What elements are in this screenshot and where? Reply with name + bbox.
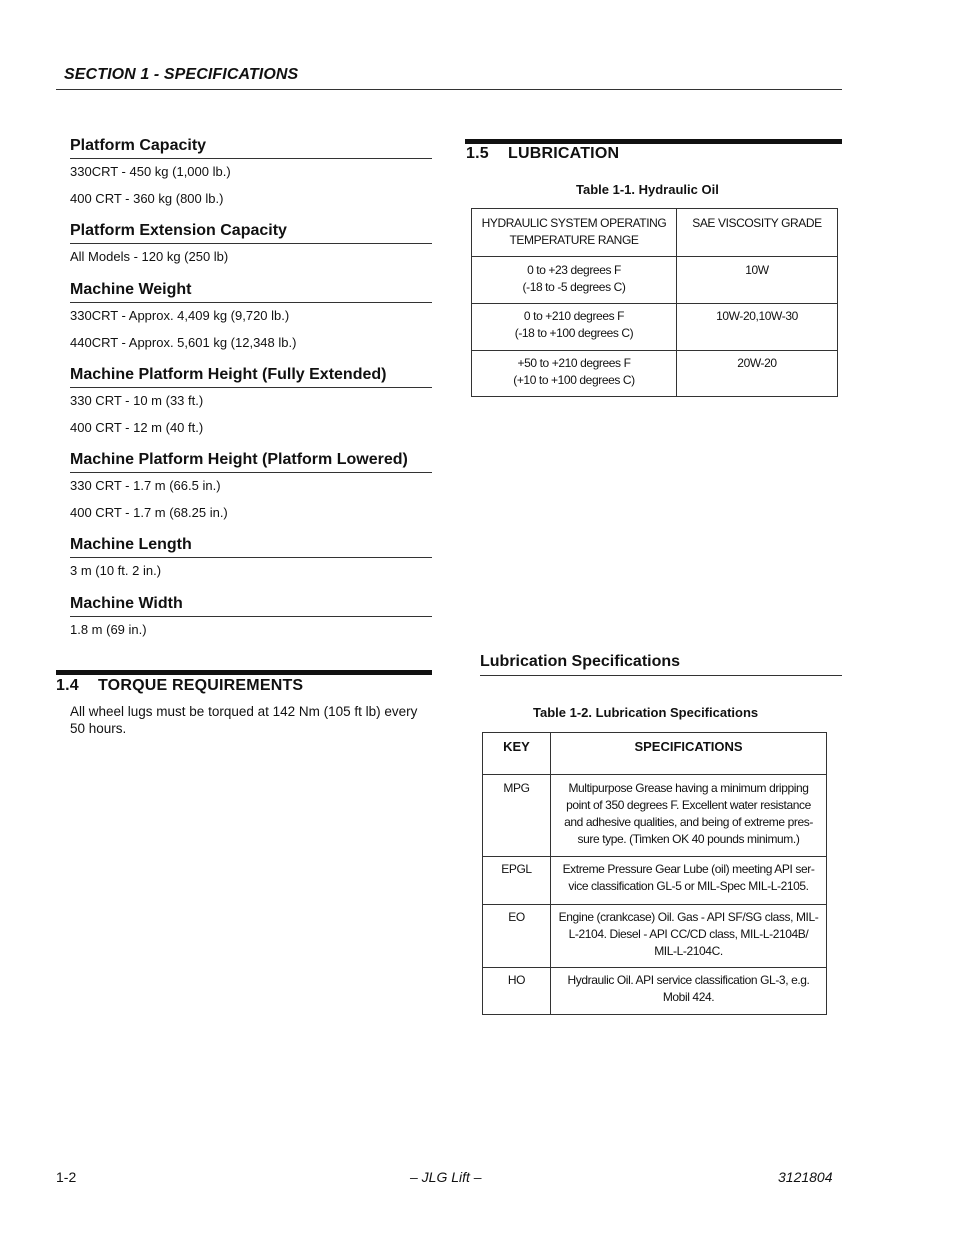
document-number: 3121804 [778,1169,833,1185]
table-caption: Table 1-2. Lubrication Specifications [533,705,759,720]
section-number: 1.4 [56,677,79,694]
spec-platform-height-extended [70,365,432,436]
spec-line: 400 CRT - 360 kg (800 lb.) [70,191,224,206]
spec-line: 1.8 m (69 in.) [70,622,147,637]
table-row [472,304,838,351]
table-header-row [483,733,827,775]
section-number: 1.5 [466,145,489,162]
spec-machine-width [70,594,432,638]
column-header: SPECIFICATIONS [551,733,827,775]
key-cell: EPGL [483,857,551,905]
table-header-row [472,209,838,257]
spec-line: 440CRT - Approx. 5,601 kg (12,348 lb.) [70,335,297,350]
spec-heading: Platform Capacity [70,136,432,159]
table-cell: 0 to +23 degrees F (-18 to -5 degrees C) [472,257,677,304]
table-row [483,968,827,1015]
spec-line: All Models - 120 kg (250 lb) [70,249,229,264]
section-bar [56,670,432,675]
spec-cell: Hydraulic Oil. API service classification GL-3, e.g. Mobil 424. [551,968,827,1015]
table-cell: 0 to +210 degrees F (-18 to +100 degrees C) [472,304,677,351]
column-header: KEY [483,733,551,775]
torque-paragraph: All wheel lugs must be torqued at 142 Nm (105 ft lb) every 50 hours. [70,704,418,736]
spec-cell: Extreme Pressure Gear Lube (oil) meeting API ser- vice classification GL-5 or MIL-Spec MIL-L-2105. [551,857,827,905]
table-cell: 20W-20 [677,351,838,397]
spec-machine-length [70,535,432,579]
section-bar [465,139,842,144]
lubrication-specifications-table [482,732,827,1015]
column-header: SAE VISCOSITY GRADE [677,209,838,257]
spec-cell: Engine (crankcase) Oil. Gas - API SF/SG class, MIL- L-2104. Diesel - API CC/CD class, MIL-L-2104B/ MIL-L-2104C. [551,905,827,968]
spec-line: 330CRT - 450 kg (1,000 lb.) [70,164,231,179]
footer-brand: – JLG Lift – [410,1169,482,1185]
column-header: HYDRAULIC SYSTEM OPERATING TEMPERATURE RANGE [472,209,677,257]
table-cell: 10W-20,10W-30 [677,304,838,351]
spec-heading: Machine Length [70,535,432,558]
spec-heading: Machine Width [70,594,432,617]
spec-line: 400 CRT - 1.7 m (68.25 in.) [70,505,228,520]
spec-platform-extension-capacity [70,221,432,265]
spec-heading: Machine Weight [70,280,432,303]
table-caption: Table 1-1. Hydraulic Oil [576,182,719,197]
spec-heading: Platform Extension Capacity [70,221,432,244]
section-heading: LUBRICATION [508,145,620,162]
spec-line: 330 CRT - 1.7 m (66.5 in.) [70,478,221,493]
spec-heading: Machine Platform Height (Fully Extended) [70,365,432,388]
specifications-list [70,136,432,638]
table-cell: +50 to +210 degrees F (+10 to +100 degrees C) [472,351,677,397]
page-number: 1-2 [56,1169,77,1185]
spec-line: 400 CRT - 12 m (40 ft.) [70,420,204,435]
table-row [472,257,838,304]
hydraulic-oil-table [471,208,838,397]
torque-section-title [56,677,303,695]
table-row [483,857,827,905]
table-row [472,351,838,397]
lubrication-section-title [466,145,619,163]
header-rule [56,89,842,90]
spec-line: 330CRT - Approx. 4,409 kg (9,720 lb.) [70,308,290,323]
spec-machine-weight [70,280,432,351]
table-row [483,775,827,857]
section-title: SECTION 1 - SPECIFICATIONS [64,66,299,83]
spec-cell: Multipurpose Grease having a minimum dripping point of 350 degrees F. Excellent water resistance and adhesive qualities, and being of extreme pres- sure type. (Timken OK 40 pounds minimum.) [551,775,827,857]
spec-heading: Machine Platform Height (Platform Lowered) [70,450,432,473]
lubrication-specifications-heading: Lubrication Specifications [480,653,842,676]
table-row [483,905,827,968]
key-cell: MPG [483,775,551,857]
spec-line: 3 m (10 ft. 2 in.) [70,563,162,578]
table-cell: 10W [677,257,838,304]
spec-platform-capacity [70,136,432,207]
spec-platform-height-lowered [70,450,432,521]
spec-line: 330 CRT - 10 m (33 ft.) [70,393,204,408]
key-cell: EO [483,905,551,968]
section-heading: TORQUE REQUIREMENTS [98,677,304,694]
key-cell: HO [483,968,551,1015]
